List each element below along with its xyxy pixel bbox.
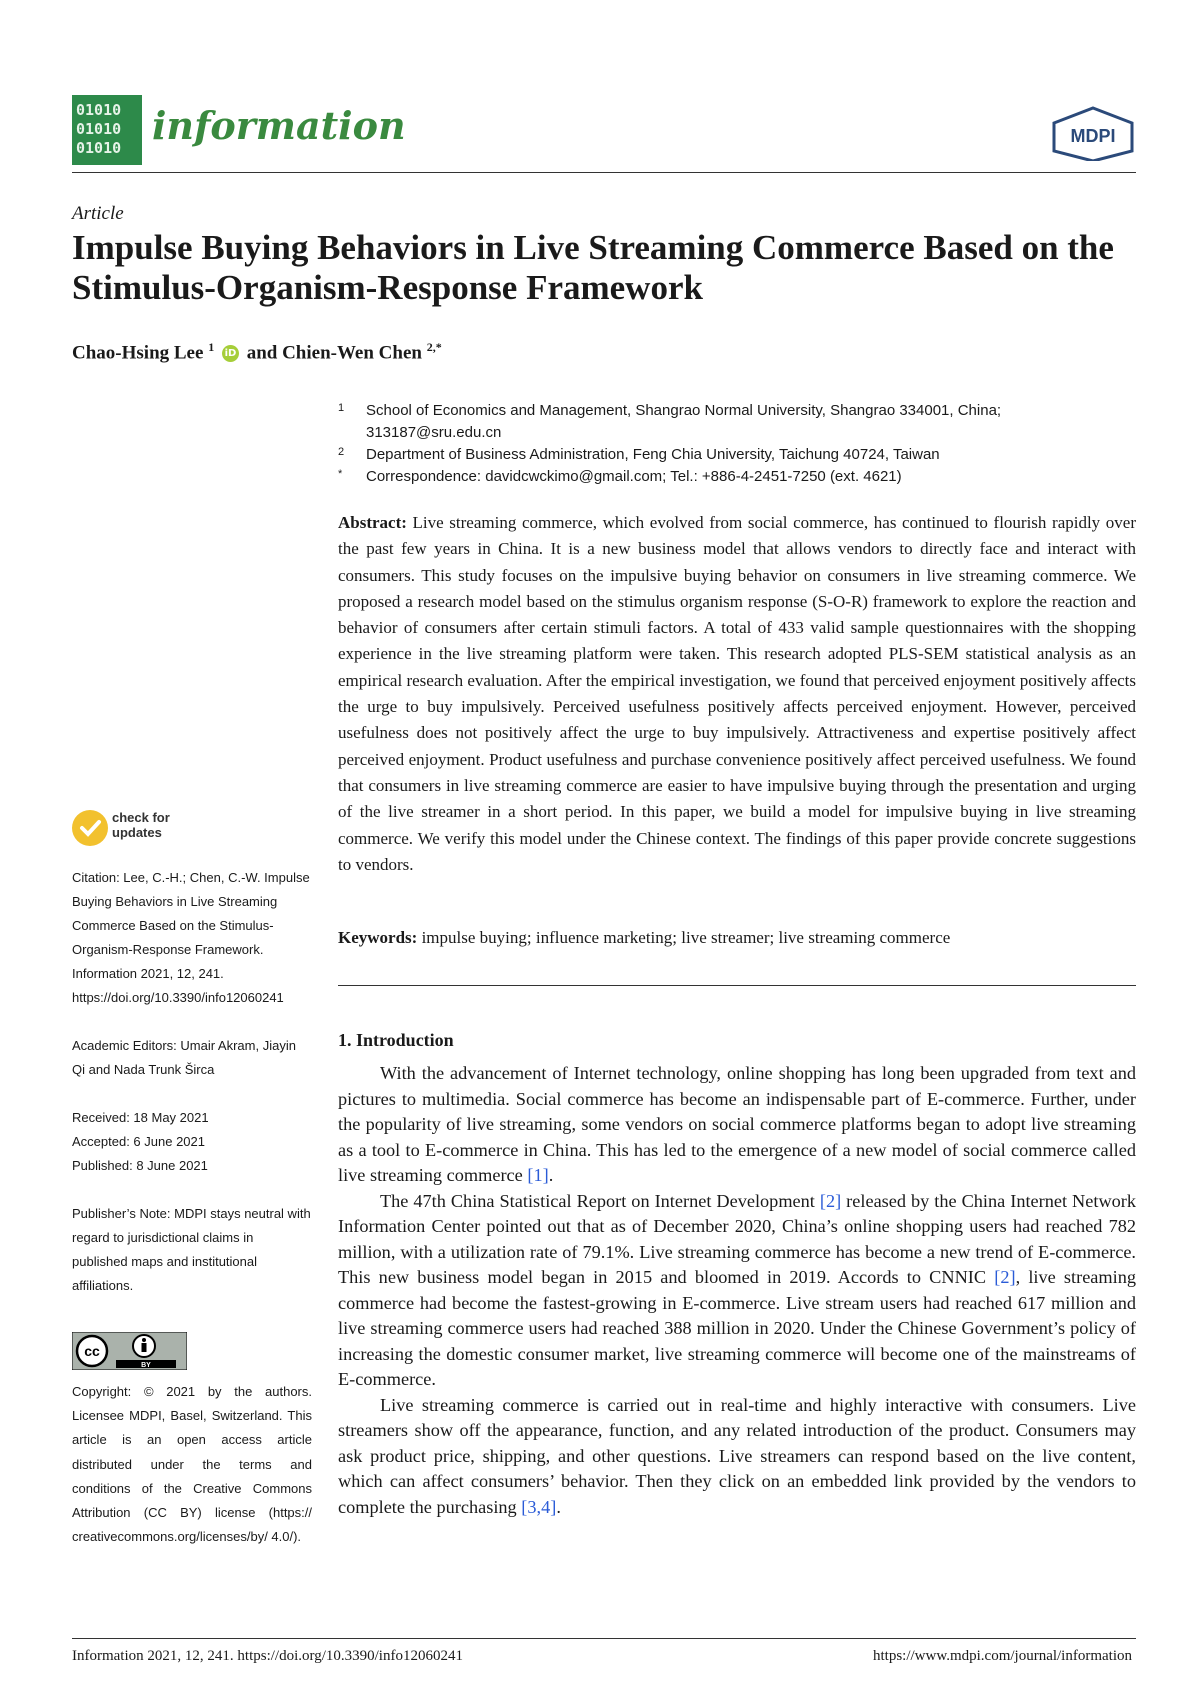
abstract-label: Abstract: — [338, 513, 407, 532]
abstract — [338, 510, 1136, 878]
affiliation-number: * — [338, 468, 343, 480]
introduction-body — [338, 1061, 1136, 1520]
affiliation-number: 1 — [338, 402, 345, 414]
svg-text:cc: cc — [84, 1343, 100, 1359]
accepted-date: Accepted: 6 June 2021 — [72, 1134, 205, 1149]
affiliation-item — [338, 400, 1138, 444]
footer-journal-url[interactable]: https://www.mdpi.com/journal/information — [873, 1648, 1132, 1664]
affiliation-marker: 2,* — [426, 340, 442, 354]
paragraph: With the advancement of Internet technology, online shopping has long been upgraded from text and pictures to multimedia. Social commerce has become an indispensable part of E-commerce. Further, under the popularity of live streaming, some vendors on social commerce platforms began to adopt live streaming as a tool to E-commerce in China. This has led to the emergence of a new model of social commerce called live streaming commerce [1]. — [338, 1063, 1136, 1185]
journal-logo: 01010 01010 01010 — [72, 95, 142, 165]
citation-link[interactable]: [2] — [819, 1190, 842, 1211]
svg-text:MDPI: MDPI — [1070, 126, 1116, 146]
published-date: Published: 8 June 2021 — [72, 1158, 208, 1173]
keywords-label: Keywords: — [338, 928, 418, 947]
mdpi-logo — [1050, 105, 1136, 161]
citation-link[interactable]: [1] — [527, 1165, 549, 1185]
copyright-notice: Copyright: © 2021 by the authors. Licensee MDPI, Basel, Switzerland. This article is an open access article distributed under the terms and conditions of the Creative Commons Attribution (CC BY) license (https:// creativecommons.org/licenses/by/ 4.0/). — [72, 1384, 312, 1545]
received-date: Received: 18 May 2021 — [72, 1110, 209, 1125]
academic-editors: Academic Editors: Umair Akram, Jiayin Qi and Nada Trunk Širca — [72, 1038, 296, 1077]
author-name[interactable]: Chao-Hsing Lee — [72, 342, 204, 364]
section-divider — [338, 985, 1136, 986]
orcid-icon[interactable]: iD — [222, 345, 239, 362]
affiliation-item — [338, 466, 1138, 488]
svg-text:BY: BY — [141, 1362, 151, 1369]
citation-link[interactable]: [3,4] — [521, 1496, 557, 1517]
check-for-updates-badge[interactable]: check for updates — [72, 808, 252, 852]
paper-title: Impulse Buying Behaviors in Live Streaming Commerce Based on the Stimulus-Organism-Response Framework — [72, 228, 1114, 307]
cc-by-license-icon[interactable] — [72, 1332, 187, 1370]
footer-rule — [72, 1638, 1136, 1639]
keywords-text: impulse buying; influence marketing; live streamer; live streaming commerce — [421, 928, 951, 947]
affiliation-item — [338, 444, 1138, 466]
article-type: Article — [72, 203, 124, 224]
abstract-text: Live streaming commerce, which evolved from social commerce, has continued to flourish rapidly over the past few years in China. It is a new business model that allows vendors to directly face and interact with consumers. This study focuses on the impulsive buying behavior on consumers in live streaming commerce. We proposed a research model based on the stimulus organism response (S-O-R) framework to explore the reaction and behavior of consumers after certain stimuli factors. A total of 433 valid sample questionnaires with the shopping experience in the live streaming platform were taken. This research adopted PLS-SEM statistical analysis as an empirical research evaluation. After the empirical investigation, we found that perceived enjoyment positively affects the urge to buy impulsively. Perceived usefulness positively affects perceived enjoyment. However, perceived usefulness does not positively affect the urge to buy impulsively. Attractiveness and expertise positively affect perceived enjoyment. Product usefulness and purchase convenience positively affect perceived usefulness. We found that consumers in live streaming commerce are easier to have impulsive buying through the presentation and urging of the live streamer in a short period. In this paper, we build a model for impulsive buying in live streaming commerce. We verify this model under the Chinese context. The findings of this paper provide concrete suggestions to vendors. — [338, 513, 1137, 874]
journal-name: information — [152, 103, 406, 148]
paragraph: Live streaming commerce is carried out in real-time and highly interactive with consumers. Live streamers show off the appearance, function, and any related introduction of the product. Consumers may ask product price, shipping, and other questions. Live streamers can respond based on the live content, which can affect consumers’ behavior. Then they click on an embedded link provided by the vendors to complete the purchasing [3,4]. — [338, 1394, 1136, 1517]
correspondence-text: Correspondence: davidcwckimo@gmail.com; Tel.: +886-4-2451-7250 (ext. 4621) — [366, 468, 902, 485]
section-heading: 1. Introduction — [338, 1030, 454, 1050]
affiliation-text: Department of Business Administration, Feng Chia University, Taichung 40724, Taiwan — [366, 446, 940, 463]
citation-link[interactable]: [2] — [994, 1267, 1016, 1287]
journal-header — [72, 95, 1136, 175]
publishers-note: Publisher’s Note: MDPI stays neutral with regard to jurisdictional claims in published maps and institutional affiliations. — [72, 1206, 311, 1293]
author-joiner: and — [246, 342, 278, 364]
affiliations — [338, 400, 1138, 488]
citation-block: Citation: Lee, C.-H.; Chen, C.-W. Impulse Buying Behaviors in Live Streaming Commerce Based on the Stimulus-Organism-Response Framework. Information 2021, 12, 241. https://doi.org/10.3390/info12060241 — [72, 870, 310, 1005]
keywords — [338, 928, 1136, 948]
author-line — [72, 340, 442, 364]
header-rule — [72, 172, 1136, 173]
author-name[interactable]: Chien-Wen Chen — [282, 342, 422, 364]
paragraph: The 47th China Statistical Report on Internet Development [2] released by the China Internet Network Information Center pointed out that as of December 2020, China’s online shopping users had reached 782 million, with a utilization rate of 79.1%. Live streaming commerce has become a new trend of E-commerce. This new business model began in 2015 and bloomed in 2019. Accords to CNNIC [2], live streaming commerce had become the fastest-growing in E-commerce. Live stream users had reached 617 million and live streaming commerce users had reached 388 million in 2020. Under the Chinese Government’s policy of increasing the domestic consumer market, live streaming commerce will become one of the mainstreams of E-commerce. — [338, 1190, 1137, 1389]
affiliation-text: School of Economics and Management, Shangrao Normal University, Shangrao 334001, China; 313187@sru.edu.cn — [366, 402, 1002, 441]
affiliation-marker: 1 — [208, 340, 215, 354]
check-icon — [72, 810, 108, 846]
affiliation-number: 2 — [338, 446, 345, 458]
footer-citation[interactable]: Information 2021, 12, 241. https://doi.org/10.3390/info12060241 — [72, 1648, 463, 1664]
